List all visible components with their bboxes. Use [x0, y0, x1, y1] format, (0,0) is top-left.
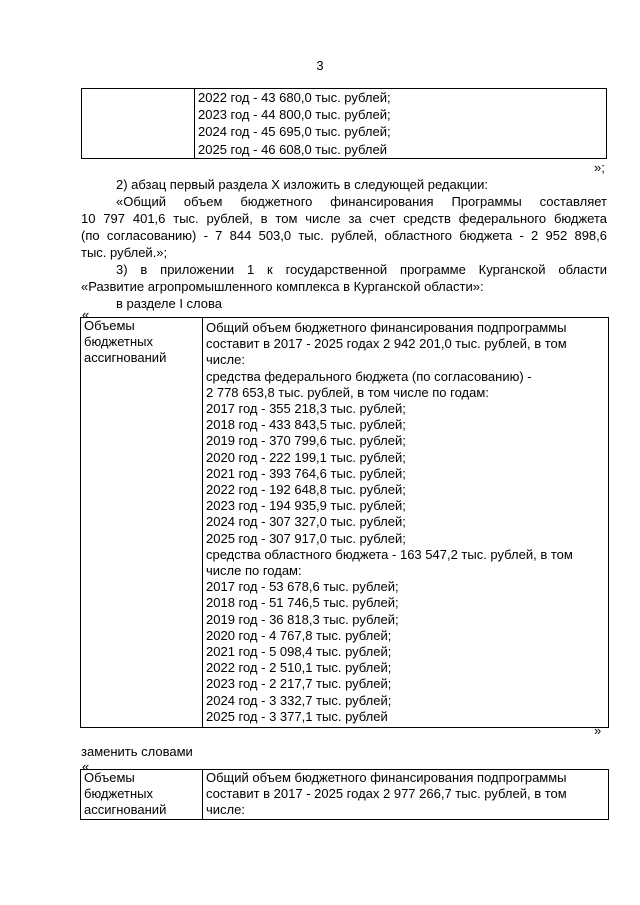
open-quote-1: «: [82, 307, 90, 322]
table3-label-line: ассигнований: [84, 802, 167, 818]
table2-line: 2025 год - 3 377,1 тыс. рублей: [206, 708, 388, 724]
replace-with-text: заменить словами: [81, 744, 193, 759]
table2-line: 2022 год - 2 510,1 тыс. рублей;: [206, 660, 392, 676]
table2-line: 2024 год - 3 332,7 тыс. рублей;: [206, 692, 392, 708]
table1-line: 2022 год - 43 680,0 тыс. рублей;: [198, 90, 391, 105]
table2-line: 2025 год - 307 917,0 тыс. рублей;: [206, 530, 406, 546]
closing-quote-1: »;: [594, 160, 605, 175]
table2-line: 2019 год - 36 818,3 тыс. рублей;: [206, 611, 399, 627]
table1-line: 2024 год - 45 695,0 тыс. рублей;: [198, 124, 391, 140]
budget-allocations-table-old: [80, 317, 609, 728]
para2-line-3: 10 797 401,6 тыс. рублей, в том числе за счет средств федерального бюджета: [81, 211, 607, 226]
funding-table-continuation: [81, 88, 607, 159]
open-quote-2: «: [82, 759, 90, 774]
table1-left-cell: [82, 89, 195, 159]
table2-line: 2 778 653,8 тыс. рублей, в том числе по годам:: [206, 384, 489, 400]
table3-line: составит в 2017 - 2025 годах 2 977 266,7 тыс. рублей, в том: [206, 786, 567, 802]
para2-line-5: тыс. рублей.»;: [81, 245, 168, 260]
table2-line: 2020 год - 4 767,8 тыс. рублей;: [206, 627, 392, 643]
table1-line: 2023 год - 44 800,0 тыс. рублей;: [198, 107, 391, 123]
table1-line: 2025 год - 46 608,0 тыс. рублей: [198, 141, 387, 157]
table3-value-cell: [203, 770, 609, 820]
table2-line: числе:: [206, 352, 245, 368]
para2-line-1: 2) абзац первый раздела X изложить в следующей редакции:: [116, 177, 488, 192]
table2-line: 2019 год - 370 799,6 тыс. рублей;: [206, 433, 406, 449]
page-number: 3: [316, 58, 324, 73]
budget-allocations-table-new: [80, 769, 609, 820]
table2-line: 2023 год - 194 935,9 тыс. рублей;: [206, 498, 406, 514]
table2-line: 2020 год - 222 199,1 тыс. рублей;: [206, 449, 406, 465]
table1-right-cell: [195, 89, 607, 159]
table2-line: 2021 год - 393 764,6 тыс. рублей;: [206, 465, 406, 481]
table2-line: 2023 год - 2 217,7 тыс. рублей;: [206, 676, 392, 692]
table2-line: 2017 год - 355 218,3 тыс. рублей;: [206, 401, 406, 417]
table2-line: 2018 год - 51 746,5 тыс. рублей;: [206, 595, 399, 611]
para2-line-2: «Общий объем бюджетного финансирования Программы составляет: [116, 194, 607, 209]
table2-line: составит в 2017 - 2025 годах 2 942 201,0 тыс. рублей, в том: [206, 336, 567, 352]
table2-label-cell: [81, 318, 203, 728]
table3-line: Общий объем бюджетного финансирования подпрограммы: [206, 770, 567, 785]
table2-line: 2021 год - 5 098,4 тыс. рублей;: [206, 644, 392, 660]
in-section-text: в разделе I слова: [116, 296, 222, 311]
para3-line-1: 3) в приложении 1 к государственной программе Курганской области: [116, 262, 607, 277]
table2-line: 2018 год - 433 843,5 тыс. рублей;: [206, 417, 406, 433]
table2-line: 2022 год - 192 648,8 тыс. рублей;: [206, 482, 406, 498]
para2-line-4: (по согласованию) - 7 844 503,0 тыс. рублей, областного бюджета - 2 952 898,6: [81, 228, 607, 243]
table2-label-line: ассигнований: [84, 350, 167, 366]
table2-line: числе по годам:: [206, 563, 302, 579]
table2-label-line: Объемы: [84, 318, 135, 333]
table3-label-cell: [81, 770, 203, 820]
table2-value-cell: [203, 318, 609, 728]
table3-label-line: бюджетных: [84, 786, 153, 802]
table3-line: числе:: [206, 802, 245, 818]
table2-line: средства областного бюджета - 163 547,2 тыс. рублей, в том: [206, 546, 573, 562]
table3-label-line: Объемы: [84, 770, 135, 785]
para3-line-2: «Развитие агропромышленного комплекса в Курганской области»:: [81, 279, 484, 294]
table2-line: 2017 год - 53 678,6 тыс. рублей;: [206, 579, 399, 595]
table2-line: средства федерального бюджета (по согласованию) -: [206, 368, 532, 384]
table2-label-line: бюджетных: [84, 334, 153, 350]
closing-quote-2: »: [594, 723, 602, 738]
table2-line: 2024 год - 307 327,0 тыс. рублей;: [206, 514, 406, 530]
table2-line: Общий объем бюджетного финансирования подпрограммы: [206, 320, 567, 335]
